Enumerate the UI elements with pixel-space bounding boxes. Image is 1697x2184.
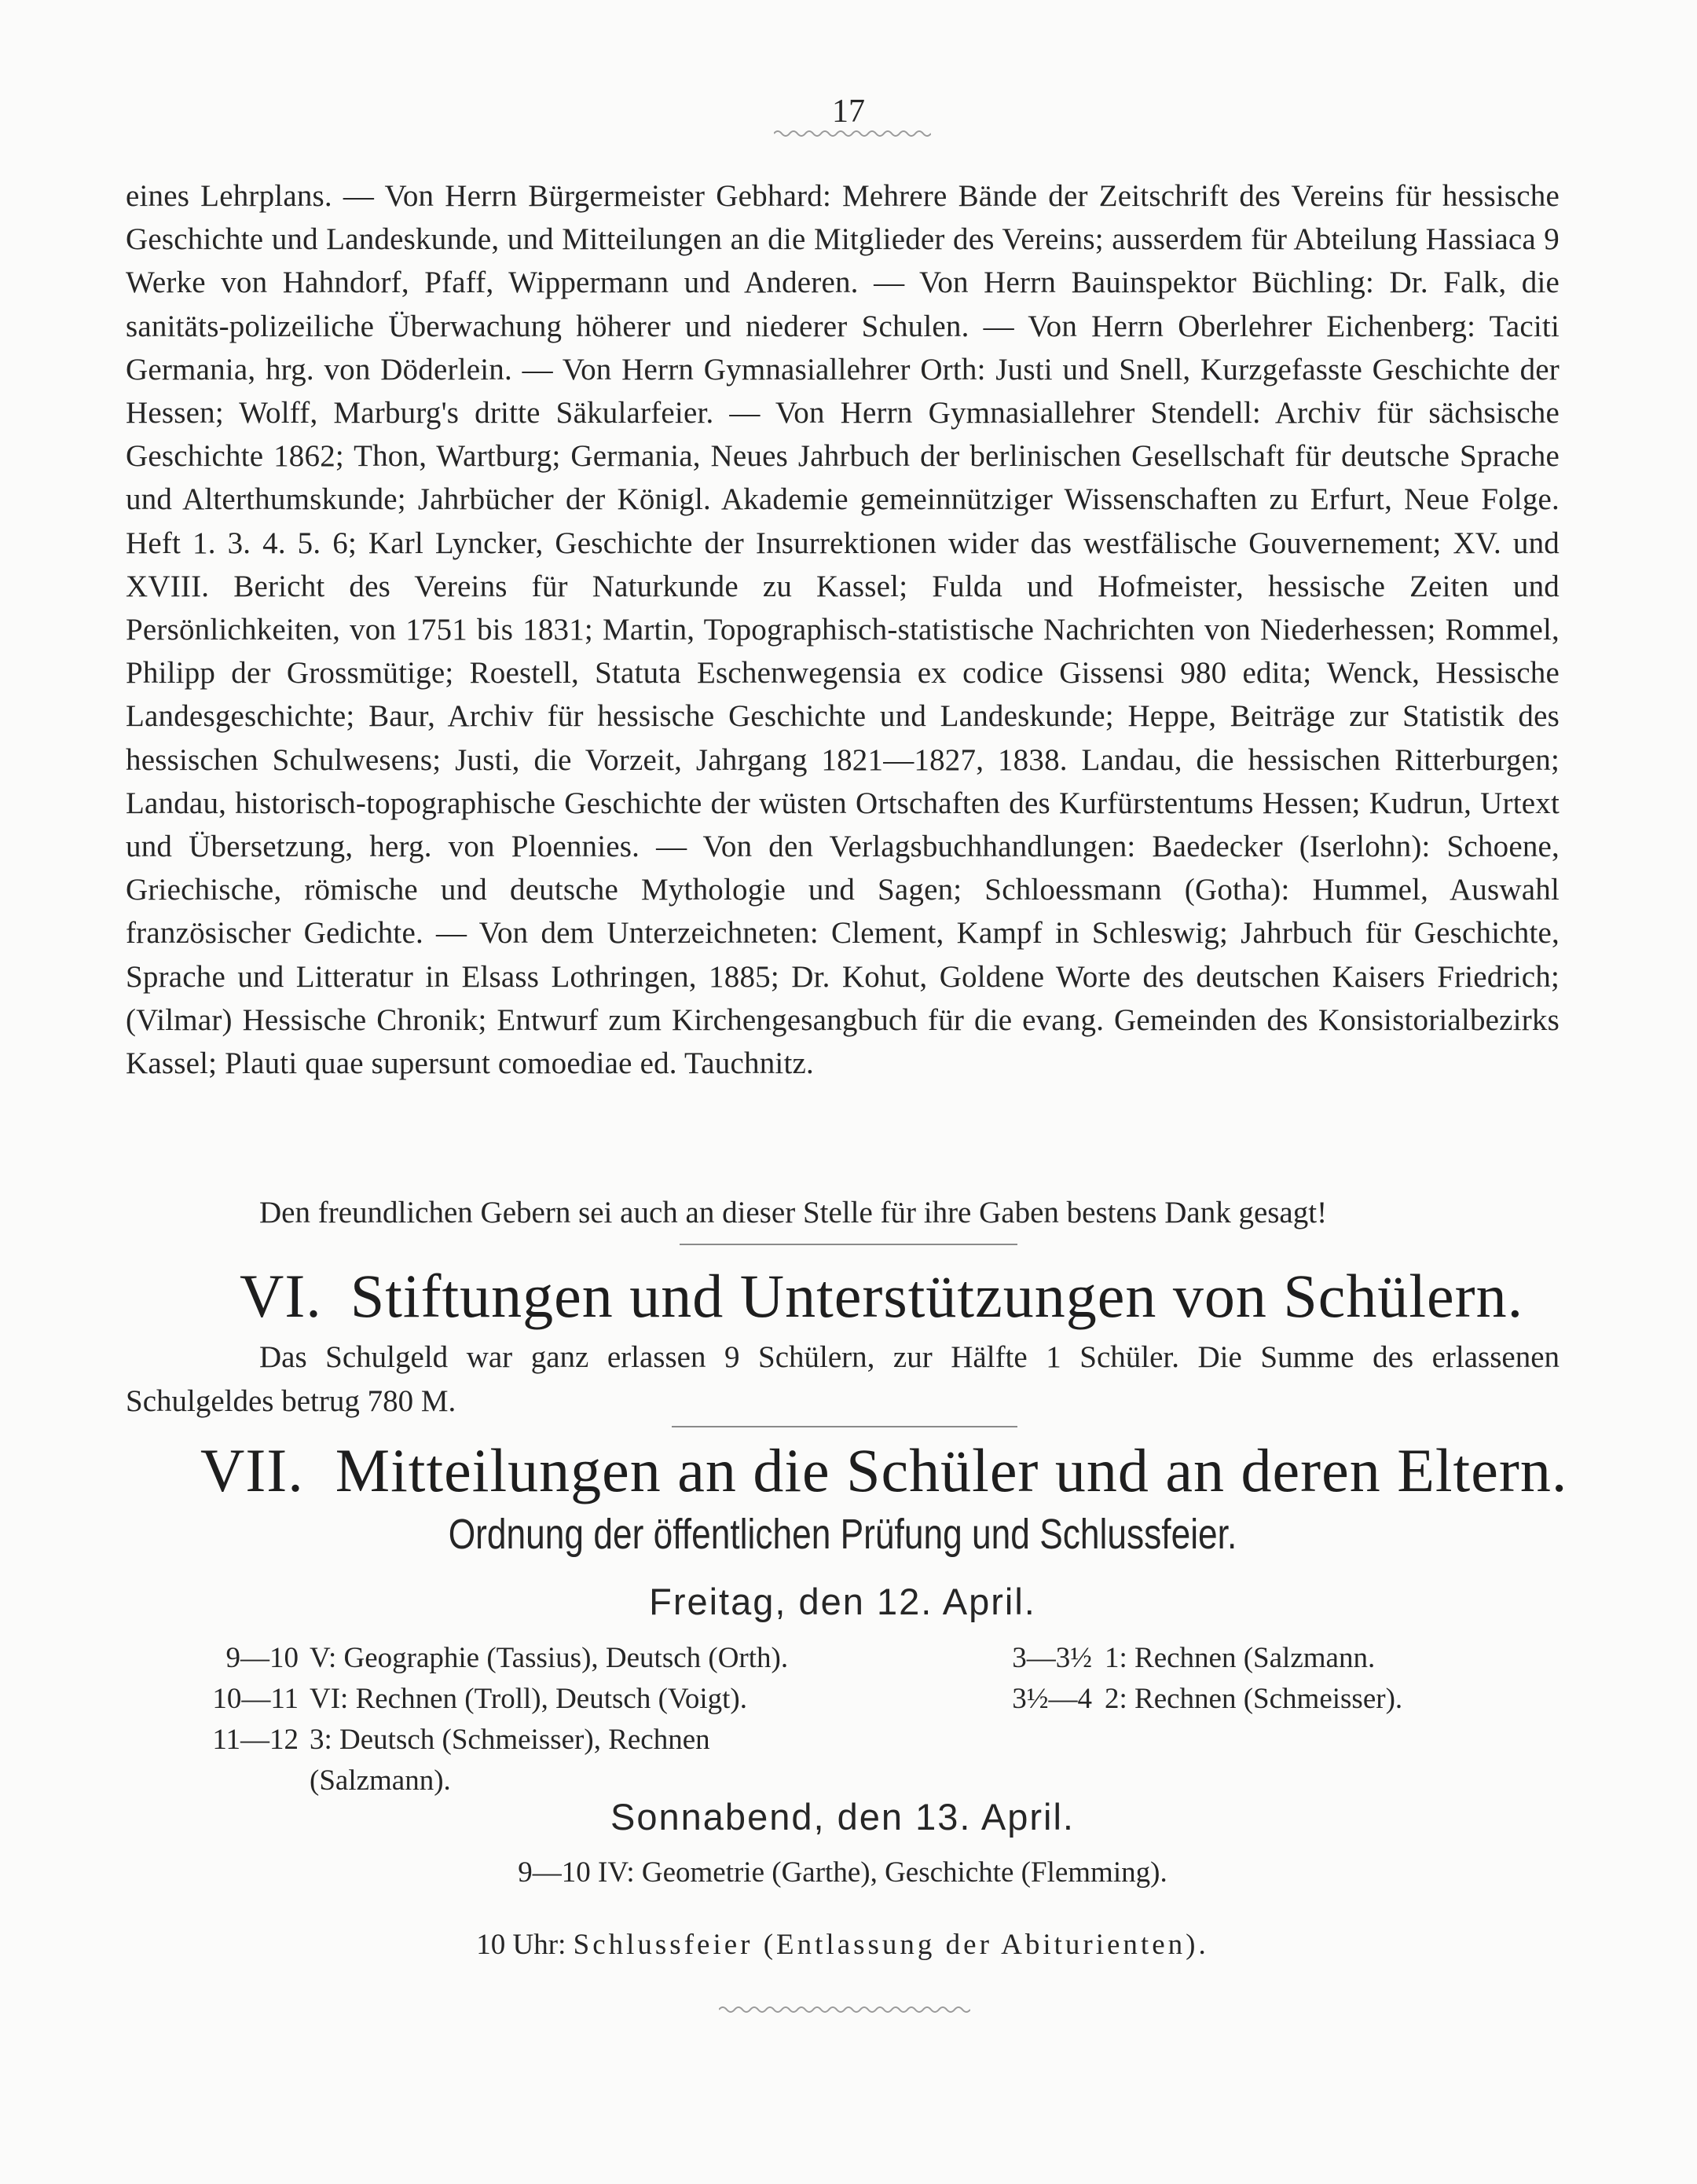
section-vii-subtitle: Ordnung der öffentlichen Prüfung und Schlussfeier. — [448, 1511, 1237, 1558]
schedule-row — [189, 1679, 896, 1720]
schedule-time: 3—3½ — [1012, 1642, 1092, 1674]
schedule-time: 9—10 — [518, 1856, 591, 1889]
section-vi-title: Stiftungen und Unterstützungen von Schülern. — [350, 1262, 1524, 1330]
friday-schedule-right — [974, 1638, 1493, 1720]
section-vii-number: VII. — [200, 1436, 304, 1504]
schedule-desc: VI: Rechnen (Troll), Deutsch (Voigt). — [310, 1683, 747, 1715]
closing-time: 10 Uhr: — [476, 1929, 566, 1961]
friday-heading: Freitag, den 12. April. — [649, 1581, 1036, 1622]
section-vi-number: VI. — [240, 1262, 322, 1330]
closing-ceremony-line — [126, 1925, 1560, 1966]
ornament-squiggle-top — [774, 126, 931, 141]
ornament-squiggle-bottom — [719, 2002, 970, 2017]
schedule-desc: 1: Rechnen (Salzmann. — [1105, 1642, 1376, 1674]
schedule-desc: 3: Deutsch (Schmeisser), Rechnen (Salzmann). — [310, 1724, 710, 1797]
friday-schedule-left — [189, 1638, 896, 1801]
page-number: 17 — [832, 93, 865, 130]
saturday-schedule-row — [126, 1852, 1560, 1893]
schedule-time: 9—10 — [225, 1642, 299, 1674]
schedule-time: 10—11 — [212, 1683, 299, 1715]
section-vii-title: Mitteilungen an die Schüler und an deren Eltern. — [335, 1436, 1568, 1504]
section-divider — [672, 1426, 1017, 1427]
saturday-heading: Sonnabend, den 13. April. — [610, 1796, 1075, 1838]
section-vii-heading — [200, 1430, 1567, 1512]
donations-paragraph: eines Lehrplans. — Von Herrn Bürgermeister Gebhard: Mehrere Bände der Zeitschrift des Vereins für hessische Geschichte und Landeskunde, und Mitteilungen an die Mitglieder des Vereins; ausserdem für Abteilung Hassiaca 9 Werke von Hahndorf, Pfaff, Wippermann und Anderen. — Von Herrn Bauinspektor Büchling: Dr. Falk, die sanitäts-polizeiliche Überwachung höherer und niederer Schulen. — Von Herrn Oberlehrer Eichenberg: Taciti Germania, hrg. von Döderlein. — Von Herrn Gymnasiallehrer Orth: Justi und Snell, Kurzgefasste Geschichte der Hessen; Wolff, Marburg's dritte Säkularfeier. — Von Herrn Gymnasiallehrer Stendell: Archiv für sächsische Geschichte 1862; Thon, Wartburg; Germania, Neues Jahrbuch der berlinischen Gesellschaft für deutsche Sprache und Alterthumskunde; Jahrbücher der Königl. Akademie gemeinnütziger Wissenschaften zu Erfurt, Neue Folge. Heft 1. 3. 4. 5. 6; Karl Lyncker, Geschichte der Insurrektionen wider das westfälische Gouvernement; XV. und XVIII. Bericht des Vereins für Naturkunde zu Kassel; Fulda und Hofmeister, hessische Zeiten und Persönlichkeiten, von 1751 bis 1831; Martin, Topographisch-statistische Nachrichten von Niederhessen; Rommel, Philipp der Grossmütige; Roestell, Statuta Eschenwegensia ex codice Gissensi 980 edita; Wenck, Hessische Landesgeschichte; Baur, Archiv für hessische Geschichte und Landeskunde; Heppe, Beiträge zur Statistik des hessischen Schulwesens; Justi, die Vorzeit, Jahrgang 1821—1827, 1838. Landau, die hessischen Ritterburgen; Landau, historisch-topographische Geschichte der wüsten Ortschaften des Kurfürstentums Hessen; Kudrun, Urtext und Übersetzung, herg. von Ploennies. — Von den Verlagsbuchhandlungen: Baedecker (Iserlohn): Schoene, Griechische, römische und deutsche Mythologie und Sagen; Schloessmann (Gotha): Hummel, Auswahl französischer Gedichte. — Von dem Unterzeichneten: Clement, Kampf in Schleswig; Jahrbuch für Geschichte, Sprache und Litteratur in Elsass Lothringen, 1885; Dr. Kohut, Goldene Worte des deutschen Kaisers Friedrich; (Vilmar) Hessische Chronik; Entwurf zum Kirchengesangbuch für die evang. Gemeinden des Konsistorialbezirks Kassel; Plauti quae supersunt comoediae ed. Tauchnitz. — [126, 179, 1560, 1081]
body-paragraph — [126, 174, 1560, 1085]
schedule-row — [189, 1638, 896, 1679]
schedule-desc: 2: Rechnen (Schmeisser). — [1105, 1683, 1403, 1715]
schedule-time: 3½—4 — [1012, 1683, 1092, 1715]
section-vi-text: Das Schulgeld war ganz erlassen 9 Schülern, zur Hälfte 1 Schüler. Die Summe des erlassenen Schulgeldes betrug 780 M. — [126, 1340, 1560, 1418]
section-divider — [680, 1244, 1017, 1245]
schedule-row — [974, 1679, 1493, 1720]
thanks-line: Den freundlichen Gebern sei auch an dieser Stelle für ihre Gaben bestens Dank gesagt! — [259, 1196, 1328, 1229]
schedule-desc: V: Geographie (Tassius), Deutsch (Orth). — [310, 1642, 789, 1674]
schedule-time: 11—12 — [212, 1724, 299, 1756]
schedule-desc: IV: Geometrie (Garthe), Geschichte (Flemming). — [598, 1856, 1167, 1889]
schedule-row — [974, 1638, 1493, 1679]
closing-desc: Schlussfeier (Entlassung der Abiturienten). — [573, 1929, 1209, 1961]
schedule-row — [189, 1720, 896, 1801]
section-vi-heading — [240, 1257, 1523, 1336]
